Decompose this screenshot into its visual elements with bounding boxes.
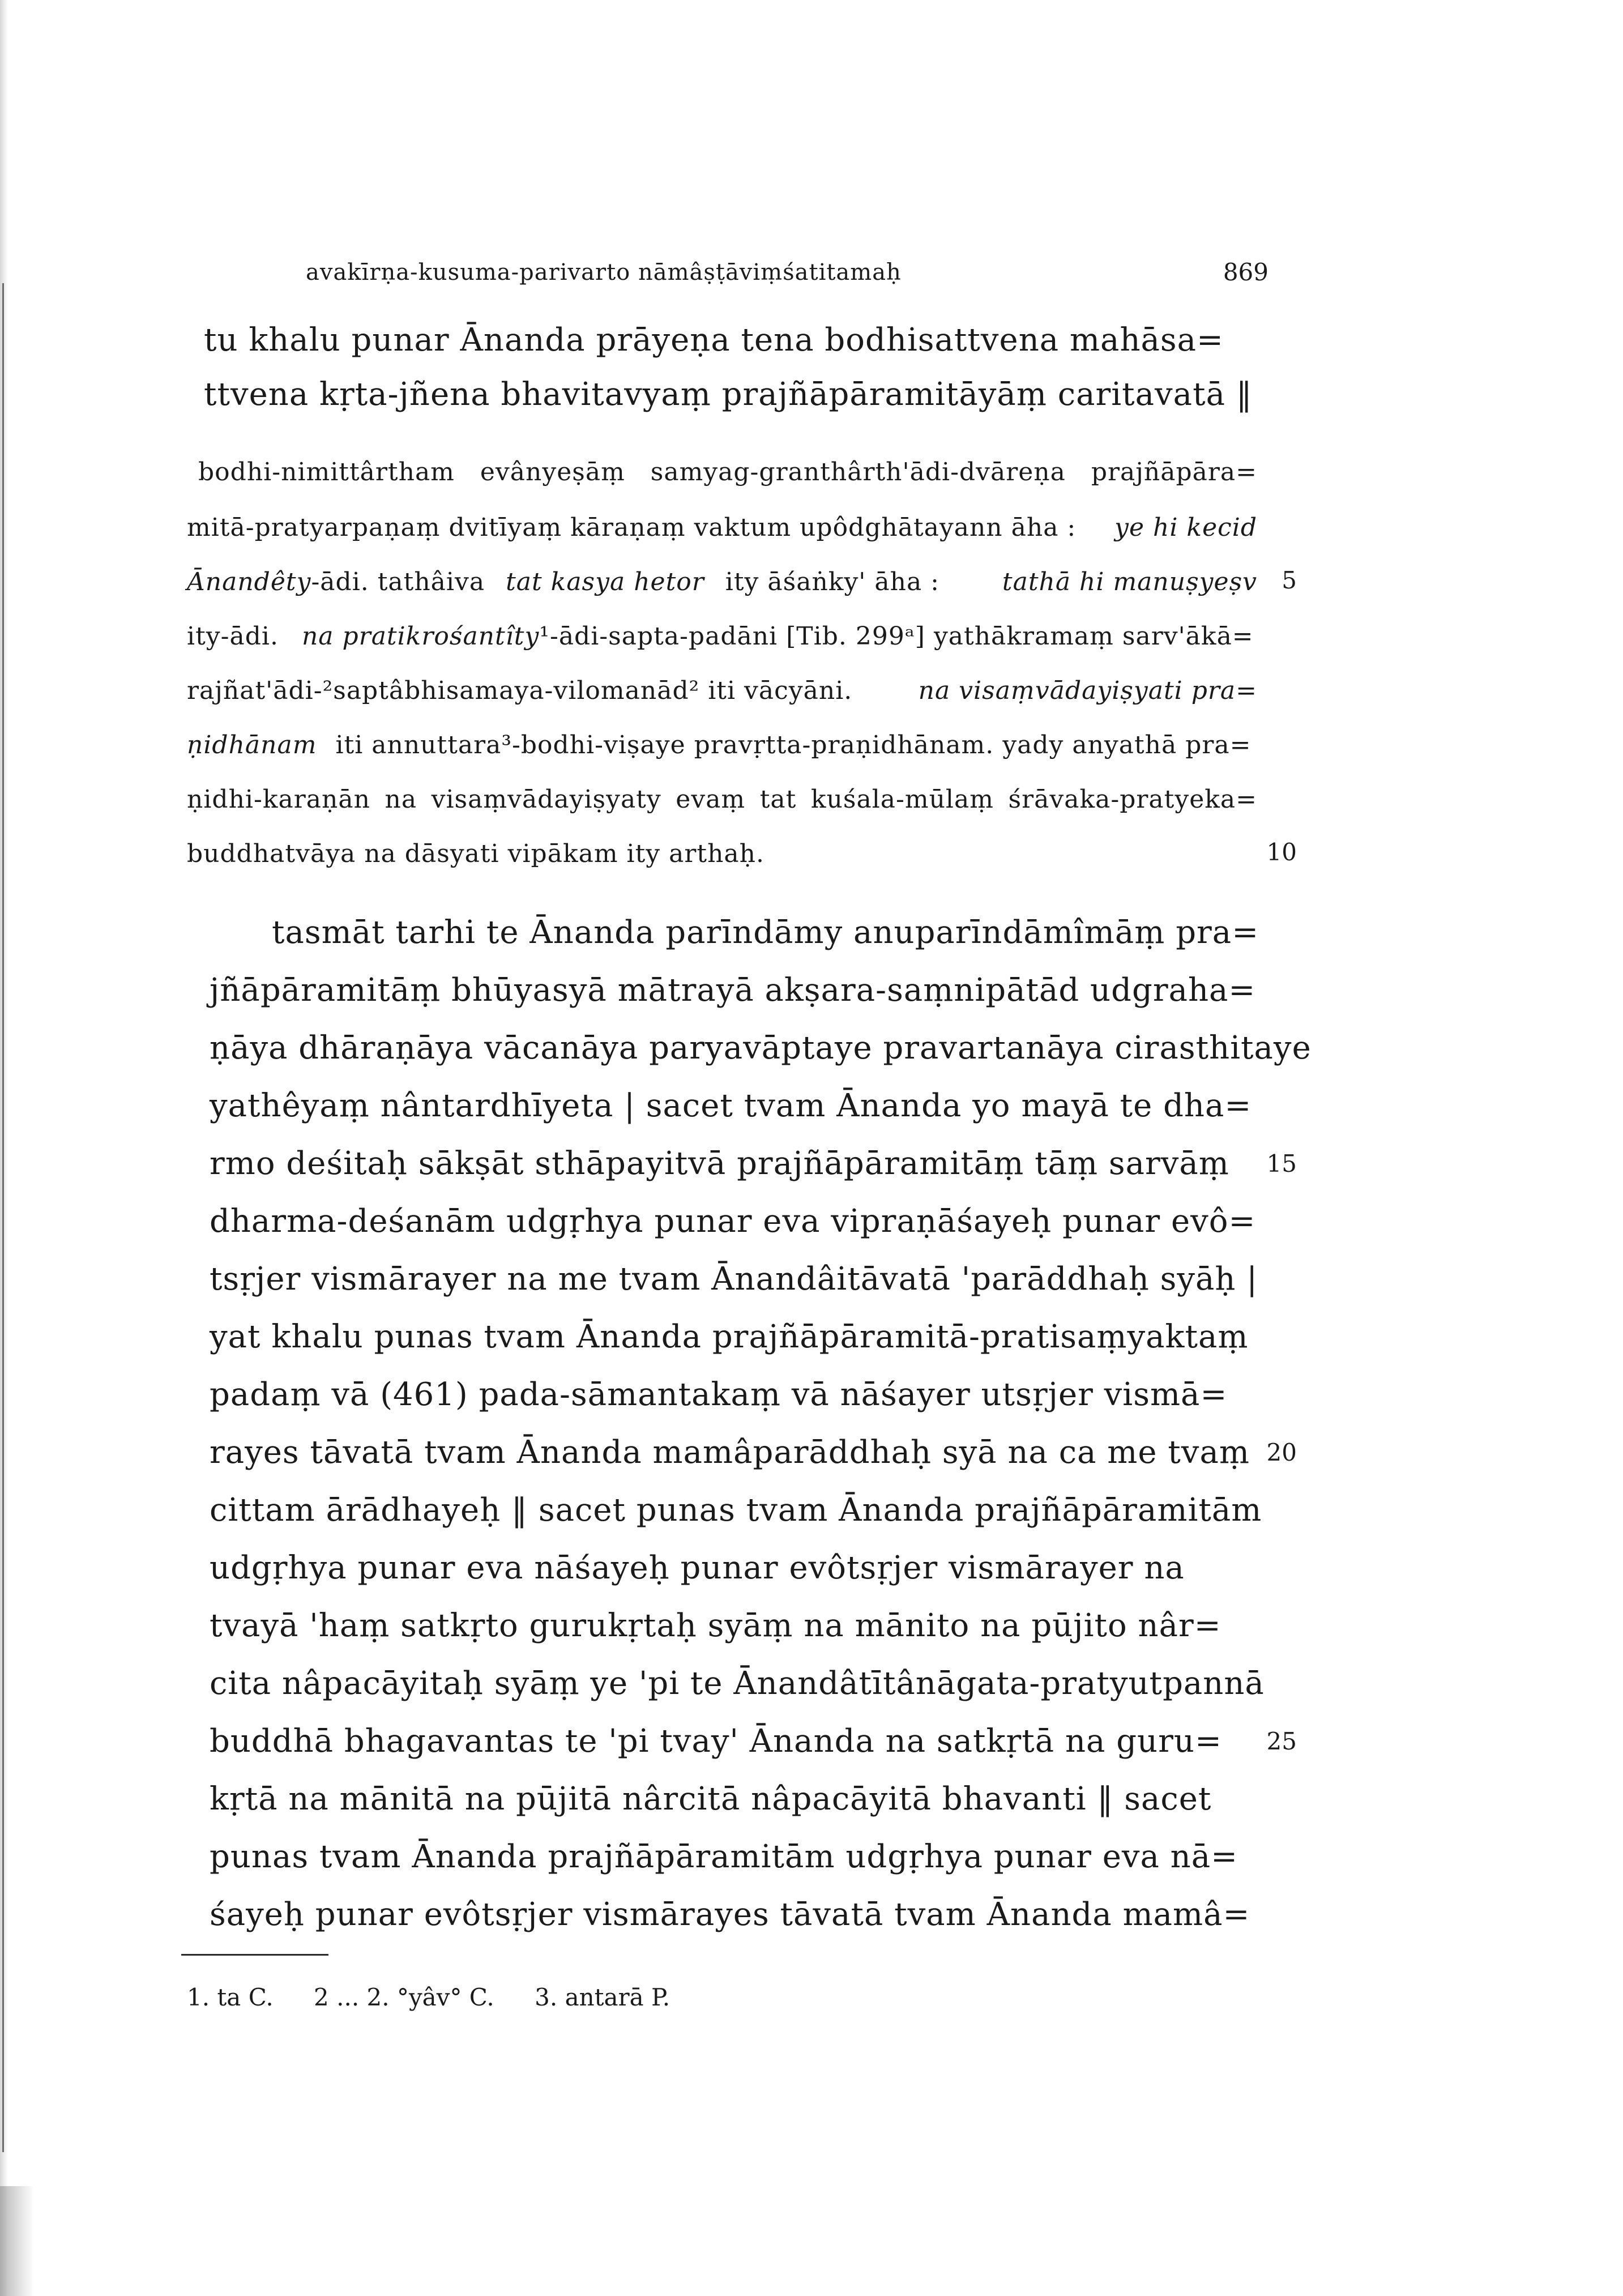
commentary-text: ity-ādi.: [187, 622, 279, 651]
commentary-line-8: buddhatvāya na dāsyati vipākam ity arthaḥ.: [187, 839, 764, 868]
footnotes: [187, 1983, 703, 2011]
footnote-rule: [181, 1954, 328, 1956]
commentary-line-7: ṇidhi-karaṇān na visaṃvādayiṣyaty evaṃ tat kuśala-mūlaṃ śrāvaka-pratyeka=: [187, 785, 1257, 814]
root-text-line-9: tsṛjer vismārayer na me tvam Ānandâitāvatā 'parāddhaḥ syāḥ |: [210, 1261, 1258, 1298]
commentary-text: -ādi. tathâiva: [311, 567, 485, 596]
commentary-italic: na pratikrośantîty: [301, 622, 540, 651]
commentary-text: ¹-ādi-sapta-padāni [Tib. 299ᵃ] yathākramaṃ sarv'ākā=: [539, 622, 1254, 651]
commentary-italic: Ānandêty: [187, 567, 311, 596]
root-text-line-3: tasmāt tarhi te Ānanda parīndāmy anuparīndāmîmāṃ pra=: [272, 914, 1259, 951]
line-number-10: 10: [1266, 838, 1297, 866]
line-number-5: 5: [1282, 566, 1297, 594]
binding-line: [2, 283, 4, 2152]
footnote-2: 2 ... 2. °yâv° C.: [314, 1983, 494, 2011]
binding-stain: [0, 2186, 34, 2296]
commentary-line-4: [187, 622, 1257, 651]
root-text-line-1: tu khalu punar Ānanda prāyeṇa tena bodhisattvena mahāsa=: [204, 322, 1224, 359]
root-text-line-10: yat khalu punas tvam Ānanda prajñāpāramitā-pratisaṃyaktaṃ: [210, 1318, 1249, 1355]
root-text-line-7: rmo deśitaḥ sākṣāt sthāpayitvā prajñāpāramitāṃ tāṃ sarvāṃ: [210, 1145, 1229, 1182]
commentary-line-5: [187, 676, 1257, 705]
line-number-15: 15: [1266, 1150, 1297, 1177]
commentary-text: ity āśaṅky' āha :: [725, 567, 939, 596]
root-text-line-12: rayes tāvatā tvam Ānanda mamâparāddhaḥ syā na ca me tvaṃ: [210, 1434, 1250, 1471]
root-text-line-18: kṛtā na mānitā na pūjitā nârcitā nâpacāyitā bhavanti ‖ sacet: [210, 1781, 1212, 1817]
commentary-italic: tathā hi manuṣyeṣv: [1002, 567, 1257, 596]
commentary-line-2: [187, 513, 1257, 542]
binding-edge: [0, 0, 8, 2296]
root-text-line-19: punas tvam Ānanda prajñāpāramitām udgṛhya punar eva nā=: [210, 1838, 1238, 1875]
commentary-text: ²saptâbhisamaya-vilomanād² iti vācyāni.: [322, 676, 853, 705]
root-text-line-20: śayeḥ punar evôtsṛjer vismārayes tāvatā tvam Ānanda mamâ=: [210, 1896, 1250, 1933]
commentary-line-6: [187, 731, 1257, 759]
root-text-line-13: cittam ārādhayeḥ ‖ sacet punas tvam Ānanda prajñāpāramitām: [210, 1492, 1262, 1529]
running-head: avakīrṇa-kusuma-parivarto nāmâṣṭāviṃśatitamaḥ: [306, 259, 902, 285]
commentary-line-3: [187, 567, 1257, 596]
commentary-italic: ye hi kecid: [1114, 513, 1257, 542]
commentary-italic: ṇidhānam: [187, 731, 317, 759]
root-text-line-8: dharma-deśanām udgṛhya punar eva vipraṇāśayeḥ punar evô=: [210, 1203, 1256, 1240]
page-number: 869: [1223, 258, 1268, 286]
root-text-line-14: udgṛhya punar eva nāśayeḥ punar evôtsṛjer vismārayer na: [210, 1550, 1185, 1586]
root-text-line-4: jñāpāramitāṃ bhūyasyā mātrayā akṣara-saṃnipātād udgraha=: [210, 972, 1256, 1009]
root-text-line-16: cita nâpacāyitaḥ syāṃ ye 'pi te Ānandâtītânāgata-pratyutpannā: [210, 1665, 1265, 1702]
line-number-20: 20: [1266, 1439, 1297, 1466]
footnote-1: 1. ta C.: [187, 1983, 274, 2011]
root-text-line-5: ṇāya dhāraṇāya vācanāya paryavāptaye pravartanāya cirasthitaye: [210, 1030, 1312, 1066]
footnote-3: 3. antarā P.: [535, 1983, 670, 2011]
root-text-line-11: padaṃ vā (461) pada-sāmantakaṃ vā nāśayer utsṛjer vismā=: [210, 1376, 1228, 1413]
root-text-line-17: buddhā bhagavantas te 'pi tvay' Ānanda na satkṛtā na guru=: [210, 1723, 1222, 1760]
commentary-text: iti annuttara³-bodhi-viṣaye pravṛtta-praṇidhānam. yady anyathā pra=: [335, 731, 1252, 759]
root-text-line-15: tvayā 'haṃ satkṛto gurukṛtaḥ syāṃ na mānito na pūjito nâr=: [210, 1607, 1221, 1644]
root-text-line-6: yathêyaṃ nântardhīyeta | sacet tvam Ānanda yo mayā te dha=: [210, 1087, 1252, 1124]
root-text-line-2: ttvena kṛta-jñena bhavitavyaṃ prajñāpāramitāyāṃ caritavatā ‖: [204, 376, 1253, 413]
commentary-text: mitā-pratyarpaṇaṃ dvitīyaṃ kāraṇaṃ vaktum upôdghātayann āha :: [187, 513, 1077, 542]
commentary-italic: tat kasya hetor: [506, 567, 704, 596]
commentary-italic: na visaṃvādayiṣyati pra=: [918, 676, 1257, 705]
commentary-text: rajñat'ādi-: [187, 676, 323, 705]
line-number-25: 25: [1266, 1727, 1297, 1755]
commentary-line-1: bodhi-nimittârtham evânyeṣāṃ samyag-granthârth'ādi-dvāreṇa prajñāpāra=: [198, 458, 1257, 486]
